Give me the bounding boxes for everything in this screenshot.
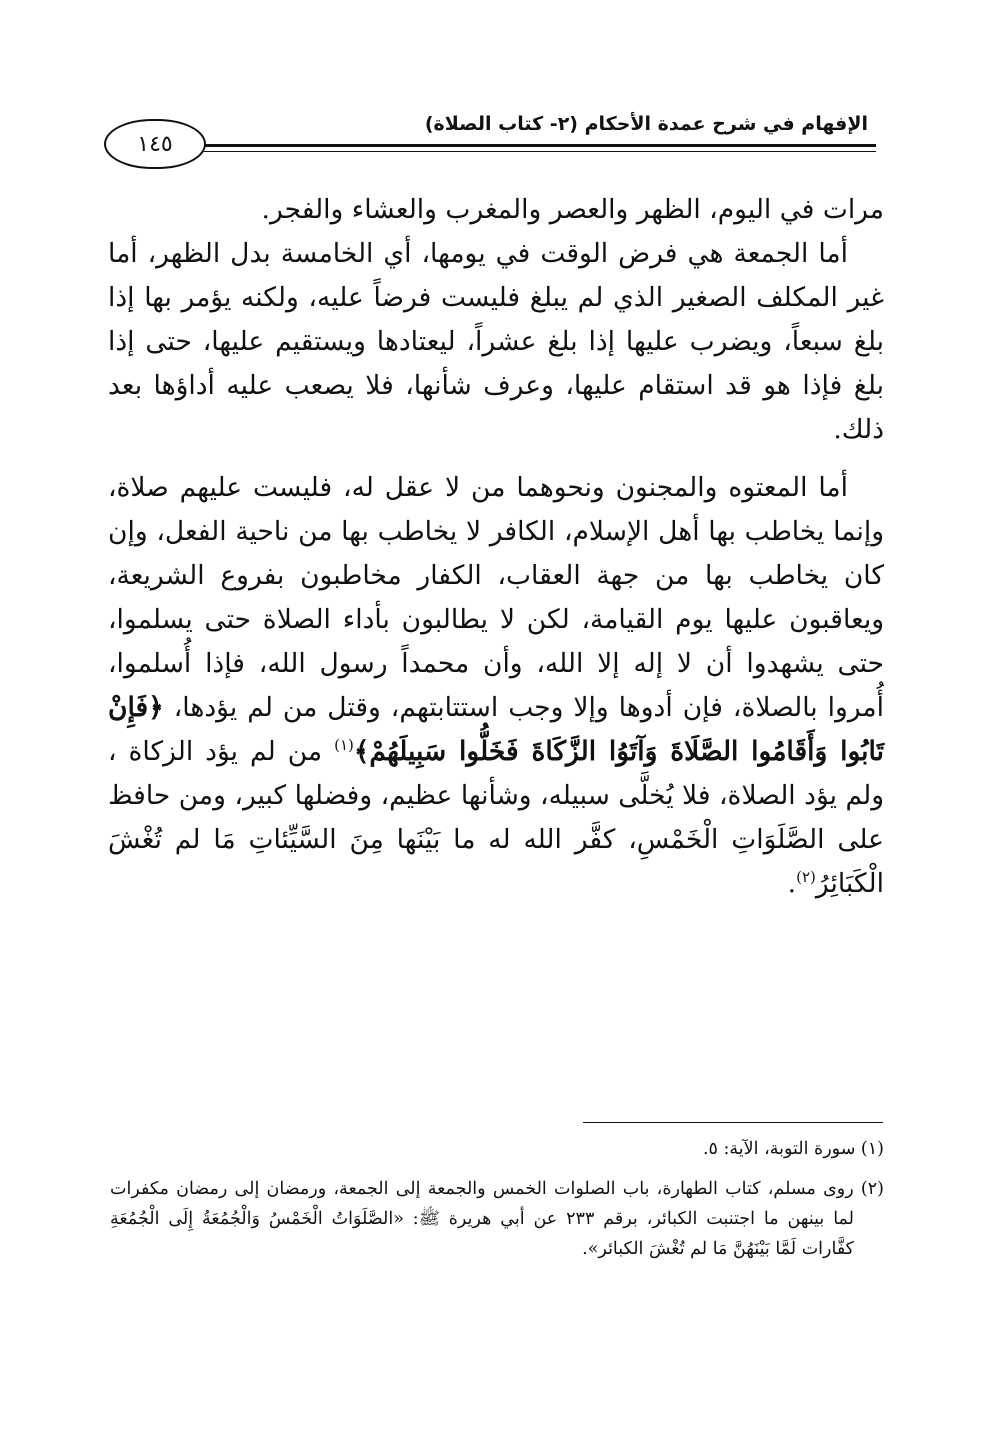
quran-verse: ﴿فَإِنْ تَابُوا وَأَقَامُوا الصَّلَاةَ وَآتَوُا الزَّكَاةَ فَخَلُّوا سَبِيلَهُمْ﴾ [108,692,885,767]
footnote-ref-2: (٢) [796,868,816,887]
footnote-2: (٢) روى مسلم، كتاب الطهارة، باب الصلوات الخمس والجمعة إلى الجمعة، ورمضان إلى رمضان مكفرات لما بينهن ما اجتنبت الكبائر، برقم ٢٣٣ عن أبي هريرة ﷺ: «الصَّلَوَاتُ الْخَمْسُ وَالْجُمُعَةُ إِلَى الْجُمُعَةِ كفَّارات لَمَّا بَيْنَهُنَّ مَا لم تُغْشَ الكبائر». [110,1179,884,1259]
header-rule-thick [204,144,876,147]
page-number: ١٤٥ [137,131,173,157]
paragraph-3 [108,466,884,906]
running-title: الإفهام في شرح عمدة الأحكام (٢- كتاب الصلاة) [424,113,868,135]
footnotes [110,1134,884,1264]
paragraph-3-text-b: من لم يؤد الزكاة ، ولم يؤد الصلاة، فلا يُخلَّى سبيله، وشأنها عظيم، وفضلها كبير، ومن حافظ على الصَّلَوَاتِ الْخَمْسِ، كفَّر الله له ما بَيْنَها مِنَ السَّيِّئاتِ مَا لم تُغْشَ الْكَبَائِرُ [108,736,884,899]
footnote-separator [583,1122,883,1123]
paragraph-2: أما الجمعة هي فرض الوقت في يومها، أي الخامسة بدل الظهر، أما غير المكلف الصغير الذي لم يبلغ فليست فرضاً عليه، ولكنه يؤمر بها إذا بلغ سبعاً، ويضرب عليها إذا بلغ عشراً، ليعتادها ويستقيم عليها، حتى إذا بلغ فإذا هو قد استقام عليها، وعرف شأنها، فلا يصعب عليه أداؤها بعد ذلك. [108,238,884,445]
paragraph-1: مرات في اليوم، الظهر والعصر والمغرب والعشاء والفجر. [261,194,884,225]
paragraph-3-end: . [787,868,797,899]
footnote-ref-1: (١) [334,736,354,755]
header-rule-thin [204,151,876,152]
footnote-1: (١) سورة التوبة، الآية: ٥. [702,1139,884,1159]
page-header [104,113,876,183]
page-number-badge [104,119,206,169]
main-text [108,188,884,906]
paragraph-3-text-a: أما المعتوه والمجنون ونحوهما من لا عقل له، فليست عليهم صلاة، وإنما يخاطب بها أهل الإسلام، الكافر لا يخاطب بها من ناحية الفعل، وإن كان يخاطب بها من جهة العقاب، الكفار مخاطبون بفروع الشريعة، ويعاقبون عليها يوم القيامة، لكن لا يطالبون بأداء الصلاة حتى يسلموا، حتى يشهدوا أن لا إله إلا الله، وأن محمداً رسول الله، فإذا أُسلموا، أُمروا بالصلاة، فإن أدوها وإلا وجب استتابتهم، وقتل من لم يؤدها، [108,472,884,723]
